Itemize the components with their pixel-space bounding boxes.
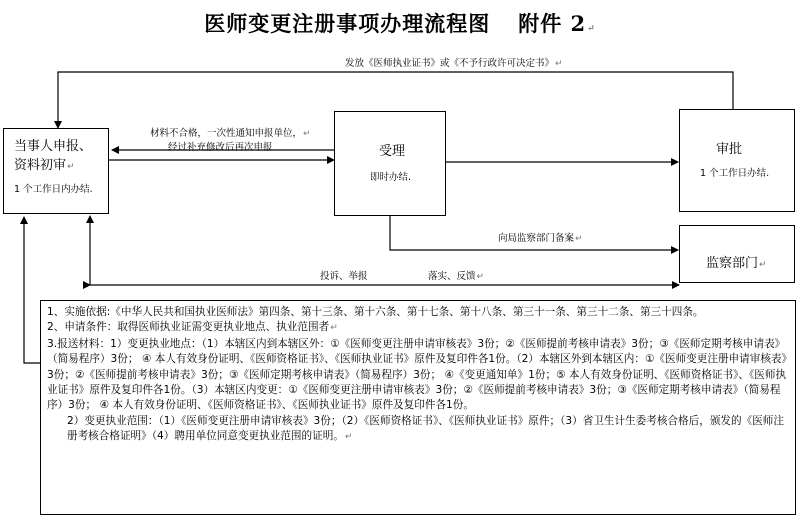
- title-text: 医师变更注册事项办理流程图: [204, 11, 491, 36]
- scope-text: [47, 414, 789, 446]
- material-label-line-1: 材料不合格，一次性通知申报单位，: [150, 128, 303, 139]
- info-link-arrow: [24, 217, 40, 363]
- supervision-title: 监察部门: [706, 256, 759, 271]
- paragraph-mark-icon: ↵: [759, 260, 767, 270]
- applicant-title: [14, 137, 104, 177]
- condition-text-content: 2、申请条件：取得医师执业证需变更执业地点、执业范围者: [47, 321, 330, 334]
- applicant-note: 1 个工作日内办结.: [14, 184, 93, 195]
- paragraph-mark-icon: ↵: [344, 432, 353, 443]
- issue-label: [345, 55, 563, 69]
- material-label: [150, 127, 311, 155]
- attachment-label: 附件 2: [518, 11, 587, 36]
- paragraph-mark-icon: ↵: [575, 234, 583, 244]
- accept-title: 受理: [379, 144, 406, 159]
- issue-label-text: 发放《医师执业证书》或《不予行政许可决定书》: [345, 58, 555, 69]
- approve-title: 审批: [716, 142, 743, 157]
- paragraph-mark-icon: ↵: [330, 323, 338, 334]
- scope-text-content: 2）变更执业范围：（1）《医师变更注册申请审核表》3份；（2）《医师资格证书》、《医师执业证书》原件；（3）省卫生计生委考核合格后，颁发的《医师注册考核合格证明》（4）聘用单位同意变更执业范围的证明。: [67, 414, 784, 443]
- applicant-line-1: 当事人申报、: [14, 139, 93, 154]
- applicant-line-2: 资料初审: [14, 158, 67, 173]
- applicant-box: [3, 128, 109, 214]
- paragraph-mark-icon: ↵: [67, 162, 75, 172]
- approve-note: 1 个工作日办结.: [700, 168, 770, 179]
- feedback-label: [428, 268, 484, 282]
- record-label: [498, 230, 583, 244]
- paragraph-mark-icon: ↵: [476, 272, 485, 282]
- accept-box: [334, 111, 446, 216]
- complaint-label: 投诉、举报: [320, 271, 368, 282]
- paragraph-mark-icon: ↵: [303, 129, 311, 139]
- approve-box: [679, 109, 795, 212]
- feedback-label-text: 落实、反馈: [428, 271, 476, 282]
- requirements-box: [40, 300, 796, 515]
- basis-text: 1、实施依据:《中华人民共和国执业医师法》第四条、第十三条、第十六条、第十七条、第十八条、第三十一条、第三十二条、第三十四条。: [47, 306, 704, 318]
- material-label-line-2: 经过补充修改后再次申报: [168, 142, 273, 153]
- record-label-text: 向局监察部门备案: [498, 233, 575, 244]
- materials-text: 3.报送材料：1）变更执业地点：（1）本辖区内到本辖区外：①《医师变更注册申请审核表》3份；②《医师提前考核申请表》3份；③《医师定期考核申请表》（简易程序）3份； ④ 本人有效身份证明、《医师资格证书》、《医师执业证书》原件及复印件各1份。（2）本辖区外到本辖区内：①《医师变更注册申请审核表》3份；②《医师提前考核申请表》3份；③《医师定期考核申请表》（简易程序）3份； ④《变更通知单》1份；⑤ 本人有效身份证明、《医师资格证书》、《医师执业证书》原件及复印件各1份。（3）本辖区内变更：①《医师变更注册申请审核表》3份；②《医师提前考核申请表》3份；③《医师定期考核申请表》（简易程序）3份； ④ 本人有效身份证明、《医师资格证书》、《医师执业证书》原件及复印件各1份。: [47, 337, 787, 412]
- paragraph-mark-icon: ↵: [587, 24, 596, 34]
- accept-note: 即时办结.: [370, 172, 412, 183]
- supervision-box: [679, 225, 795, 283]
- paragraph-mark-icon: ↵: [555, 59, 563, 69]
- condition-text: [47, 320, 789, 336]
